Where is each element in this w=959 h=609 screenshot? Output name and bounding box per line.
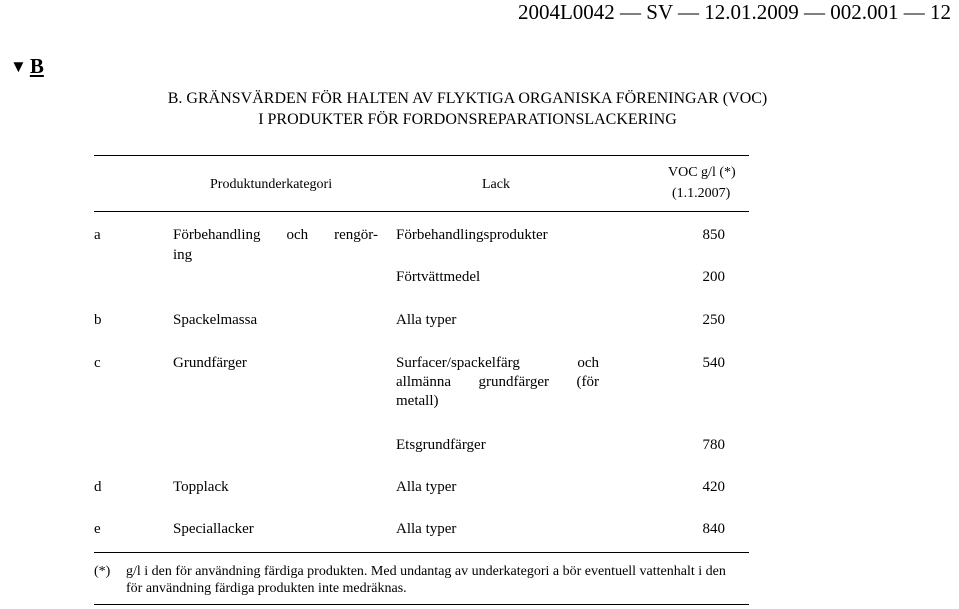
amendment-marker [10, 54, 44, 79]
row-voc-value: 540 [702, 355, 725, 371]
row-label: d [94, 479, 102, 495]
row-coating: Förbehandlingsprodukter [396, 227, 548, 243]
amendment-label: B [29, 54, 44, 78]
row-voc-value: 840 [702, 521, 725, 537]
header-rule [94, 211, 749, 212]
row-voc-value: 250 [702, 312, 725, 328]
row-category: Grundfärger [173, 355, 247, 371]
document-reference: 2004L0042 — SV — 12.01.2009 — 002.001 — 12 [517, 0, 951, 24]
footnote-text-continued: för användning färdiga produkten inte medräknas. [126, 581, 407, 596]
triangle-down-icon: ▼ [10, 57, 27, 76]
header-voc: VOC g/l (*) [668, 165, 736, 180]
row-coating: Alla typer [396, 479, 457, 495]
row-coating: Förtvättmedel [396, 269, 481, 285]
header-category: Produktunderkategori [210, 177, 333, 192]
header-voc-date: (1.1.2007) [672, 186, 731, 201]
footnote-text: g/l i den för användning färdiga produkten. Med undantag av underkategori a bör eventuell vattenhalt i den [126, 564, 726, 579]
row-label: a [94, 227, 101, 243]
table-bottom-rule [94, 552, 749, 553]
row-category: Förbehandling och rengör- [173, 227, 378, 243]
row-category: Topplack [173, 479, 229, 495]
row-category: Speciallacker [173, 521, 254, 537]
header-coating: Lack [482, 177, 510, 192]
row-voc-value: 200 [702, 269, 725, 285]
row-coating: Alla typer [396, 521, 457, 537]
row-coating-continued: allmänna grundfärger (för [396, 374, 599, 390]
row-voc-value: 780 [702, 437, 725, 453]
row-category: Spackelmassa [173, 312, 258, 328]
row-voc-value: 850 [702, 227, 725, 243]
row-coating: Etsgrundfärger [396, 437, 486, 453]
row-coating: Surfacer/spackelfärg och [396, 355, 599, 371]
row-category-continued: ing [173, 247, 193, 263]
page-bottom-rule [94, 604, 749, 605]
row-voc-value: 420 [702, 479, 725, 495]
section-title-line-1: B. GRÄNSVÄRDEN FÖR HALTEN AV FLYKTIGA ORGANISKA FÖRENINGAR (VOC) [167, 90, 768, 107]
row-label: e [94, 521, 101, 537]
footnote-marker: (*) [94, 564, 111, 579]
section-title-line-2: I PRODUKTER FÖR FORDONSREPARATIONSLACKERING [258, 111, 677, 128]
row-coating: Alla typer [396, 312, 457, 328]
row-label: c [94, 355, 101, 371]
row-coating-continued: metall) [396, 393, 439, 409]
row-label: b [94, 312, 102, 328]
table-top-rule [94, 155, 749, 156]
